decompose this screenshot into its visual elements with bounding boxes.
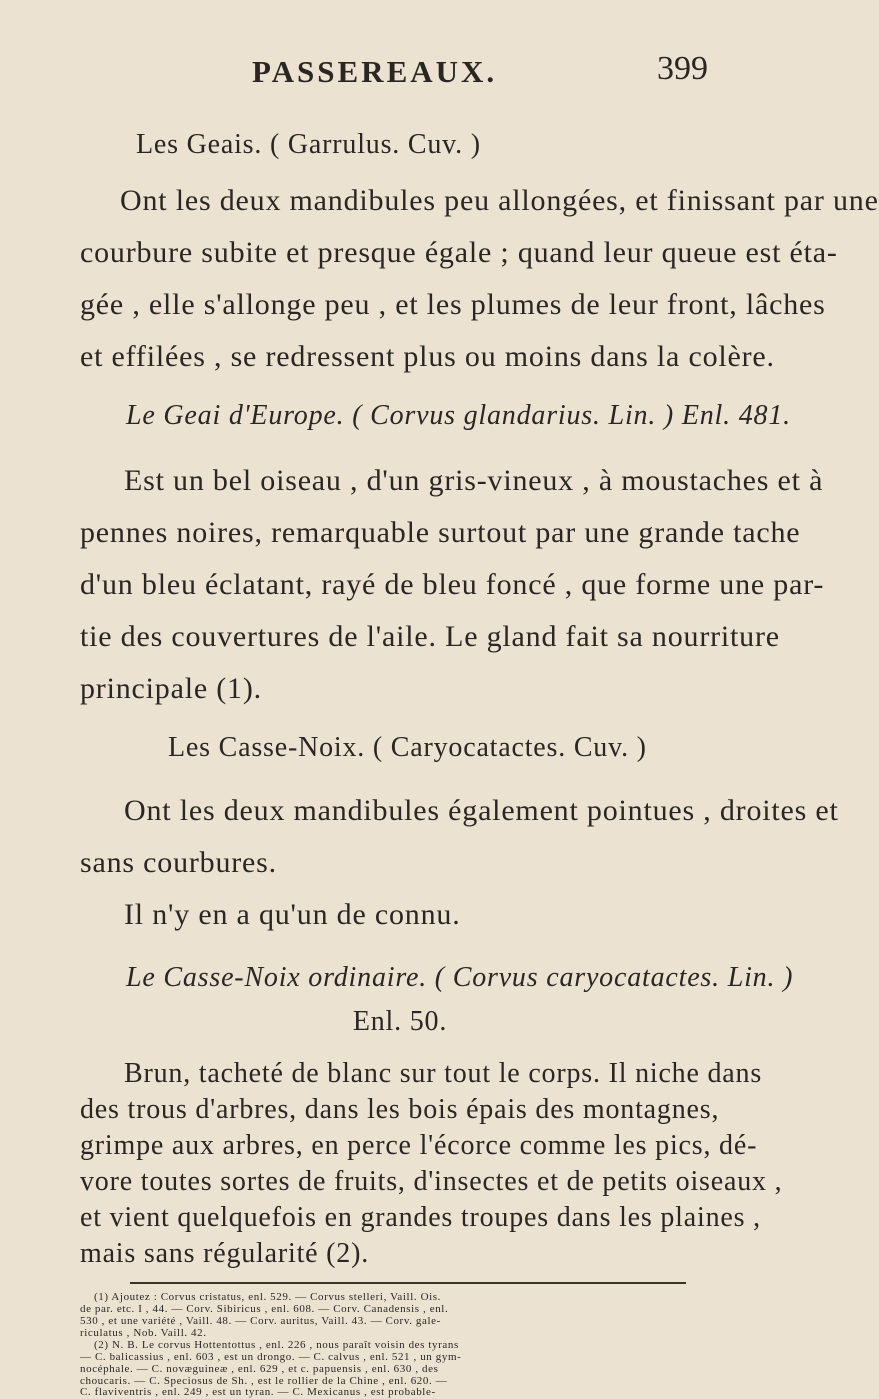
section-heading-geais: Les Geais. ( Garrulus. Cuv. ) (136, 129, 481, 160)
footnote-line: C. flaviventris , enl. 249 , est un tyran. — C. Mexicanus , est probable- (80, 1386, 436, 1398)
paragraph-line: grimpe aux arbres, en perce l'écorce comme les pics, dé- (80, 1130, 758, 1161)
paragraph-line: gée , elle s'allonge peu , et les plumes de leur front, lâches (80, 288, 826, 321)
paragraph-line: et effilées , se redressent plus ou moins dans la colère. (80, 340, 775, 373)
footnote-line: de par. etc. I , 44. — Corv. Sibiricus , enl. 608. — Corv. Canadensis , enl. (80, 1303, 449, 1315)
paragraph-line: courbure subite et presque égale ; quand leur queue est éta- (80, 236, 838, 269)
species-heading-casse-noix-ordinaire: Le Casse-Noix ordinaire. ( Corvus caryocatactes. Lin. ) (126, 962, 794, 993)
footnote-line: choucaris. — C. Speciosus de Sh. , est le rollier de la Chine , enl. 620. — (80, 1375, 448, 1387)
paragraph-line: vore toutes sortes de fruits, d'insectes et de petits oiseaux , (80, 1166, 783, 1197)
paragraph-line: Il n'y en a qu'un de connu. (124, 898, 461, 931)
paragraph-line: Ont les deux mandibules également pointues , droites et (124, 794, 839, 827)
running-title: PASSEREAUX. (252, 54, 498, 89)
section-heading-casse-noix: Les Casse-Noix. ( Caryocatactes. Cuv. ) (168, 732, 647, 763)
footnote-line: riculatus , Nob. Vaill. 42. (80, 1327, 207, 1339)
species-heading-plate: Enl. 50. (352, 1006, 448, 1037)
footnote-line: nocéphale. — C. novæguineæ , enl. 629 , et c. papuensis , enl. 630 , des (80, 1363, 439, 1375)
footnote-line: — C. balicassius , enl. 603 , est un drongo. — C. calvus , enl. 521 , un gym- (80, 1351, 462, 1363)
paragraph-line: pennes noires, remarquable surtout par une grande tache (80, 516, 801, 549)
paragraph-line: tie des couvertures de l'aile. Le gland fait sa nourriture (80, 620, 780, 653)
paragraph-line: mais sans régularité (2). (80, 1238, 370, 1269)
footnote-line: (1) Ajoutez : Corvus cristatus, enl. 529. — Corvus stelleri, Vaill. Ois. (94, 1291, 441, 1303)
paragraph-line: Est un bel oiseau , d'un gris-vineux , à moustaches et à (124, 464, 824, 497)
species-heading-geai-europe: Le Geai d'Europe. ( Corvus glandarius. Lin. ) Enl. 481. (126, 400, 791, 431)
paragraph-line: Brun, tacheté de blanc sur tout le corps. Il niche dans (124, 1058, 763, 1089)
footnote-divider (130, 1282, 686, 1284)
footnote-line: (2) N. B. Le corvus Hottentottus , enl. 226 , nous paraît voisin des tyrans (94, 1339, 459, 1351)
paragraph-line: principale (1). (80, 672, 262, 705)
paragraph-line: des trous d'arbres, dans les bois épais des montagnes, (80, 1094, 720, 1125)
paragraph-line: d'un bleu éclatant, rayé de bleu foncé , que forme une par- (80, 568, 825, 601)
footnote-line: 530 , et une variété , Vaill. 48. — Corv. auritus, Vaill. 43. — Corv. gale- (80, 1315, 441, 1327)
paragraph-line: et vient quelquefois en grandes troupes dans les plaines , (80, 1202, 761, 1233)
paragraph-line: Ont les deux mandibules peu allongées, et finissant par une (120, 184, 879, 217)
paragraph-line: sans courbures. (80, 846, 277, 879)
page-number: 399 (657, 50, 708, 87)
